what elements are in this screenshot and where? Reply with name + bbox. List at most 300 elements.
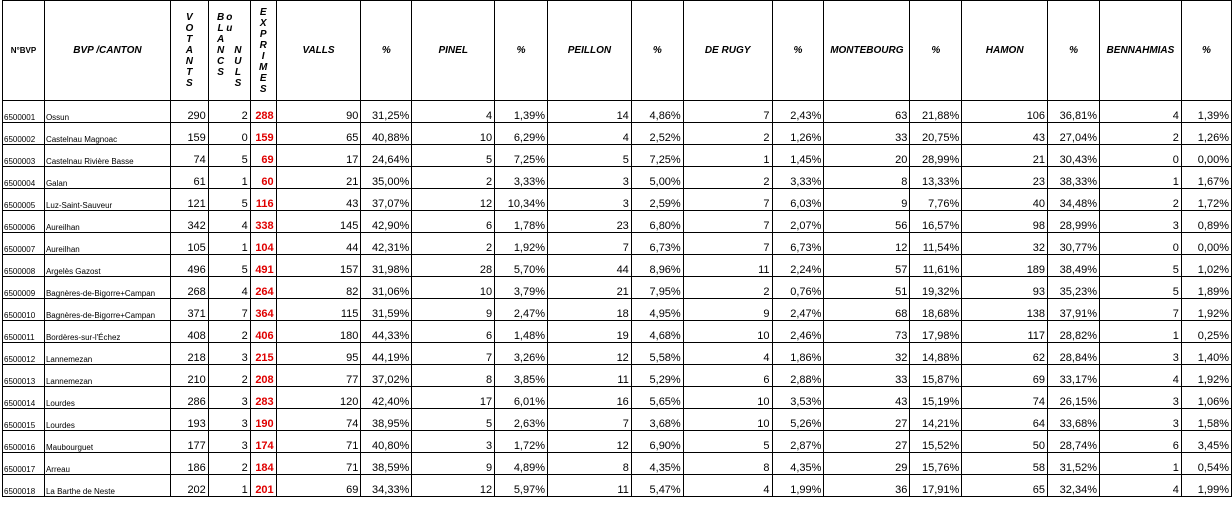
bvp-cell: 6500003 [3,145,45,167]
montebourg-cell: 33 [824,123,910,145]
header-hamon: HAMON [962,1,1048,101]
montebourg-cell: 36 [824,475,910,497]
bvp-cell: 6500017 [3,453,45,475]
header-votants-vertical [185,12,193,89]
header-letter: I [261,50,265,62]
derugy-pct-cell: 2,87% [772,431,824,453]
peillon-cell: 12 [548,343,632,365]
peillon-cell: 4 [548,123,632,145]
bvp-cell: 6500006 [3,211,45,233]
table-row [3,343,1232,365]
pinel-pct-cell: 1,92% [495,233,548,255]
canton-cell: Aureilhan [44,233,170,255]
bvp-cell: 6500007 [3,233,45,255]
valls-cell: 71 [276,453,361,475]
montebourg-pct-cell: 15,87% [910,365,962,387]
blancs-nuls-cell: 2 [208,453,250,475]
header-derugy: DE RUGY [683,1,772,101]
bennahmias-pct-cell: 1,39% [1181,101,1231,123]
valls-pct-cell: 31,98% [361,255,412,277]
votants-cell: 193 [170,409,208,431]
header-letter: E [259,72,267,84]
peillon-pct-cell: 4,86% [631,101,683,123]
bennahmias-cell: 1 [1099,321,1181,343]
bvp-cell: 6500015 [3,409,45,431]
blancs-nuls-cell: 4 [208,211,250,233]
canton-cell: Lourdes [44,387,170,409]
pinel-pct-cell: 2,47% [495,299,548,321]
peillon-pct-cell: 7,95% [631,277,683,299]
pinel-cell: 4 [412,101,495,123]
pinel-pct-cell: 5,97% [495,475,548,497]
votants-cell: 105 [170,233,208,255]
canton-cell: Argelès Gazost [44,255,170,277]
valls-pct-cell: 38,59% [361,453,412,475]
hamon-pct-cell: 27,04% [1048,123,1100,145]
pinel-cell: 7 [412,343,495,365]
valls-cell: 157 [276,255,361,277]
header-letter: N [234,45,242,56]
derugy-cell: 1 [683,145,772,167]
bvp-cell: 6500013 [3,365,45,387]
valls-cell: 180 [276,321,361,343]
valls-pct-cell: 44,19% [361,343,412,365]
peillon-pct-cell: 4,68% [631,321,683,343]
bennahmias-cell: 4 [1099,365,1181,387]
bvp-cell: 6500011 [3,321,45,343]
header-pinel-pct: % [495,1,548,101]
exprimes-cell: 338 [250,211,276,233]
pinel-pct-cell: 1,48% [495,321,548,343]
table-row [3,145,1232,167]
pinel-cell: 5 [412,145,495,167]
canton-cell: Maubourguet [44,431,170,453]
hamon-pct-cell: 37,91% [1048,299,1100,321]
votants-cell: 177 [170,431,208,453]
pinel-pct-cell: 4,89% [495,453,548,475]
pinel-cell: 2 [412,233,495,255]
header-bvp-canton: BVP /CANTON [44,1,170,101]
peillon-pct-cell: 5,47% [631,475,683,497]
hamon-pct-cell: 35,23% [1048,277,1100,299]
bennahmias-cell: 4 [1099,475,1181,497]
bennahmias-pct-cell: 1,92% [1181,299,1231,321]
hamon-pct-cell: 26,15% [1048,387,1100,409]
valls-cell: 145 [276,211,361,233]
montebourg-pct-cell: 14,21% [910,409,962,431]
pinel-cell: 10 [412,123,495,145]
votants-cell: 186 [170,453,208,475]
hamon-cell: 69 [962,365,1048,387]
derugy-pct-cell: 2,46% [772,321,824,343]
peillon-pct-cell: 8,96% [631,255,683,277]
hamon-cell: 106 [962,101,1048,123]
bennahmias-pct-cell: 0,89% [1181,211,1231,233]
canton-cell: Lannemezan [44,365,170,387]
montebourg-cell: 9 [824,189,910,211]
derugy-cell: 8 [683,453,772,475]
votants-cell: 268 [170,277,208,299]
bennahmias-pct-cell: 1,67% [1181,167,1231,189]
votants-cell: 290 [170,101,208,123]
montebourg-pct-cell: 19,32% [910,277,962,299]
peillon-cell: 44 [548,255,632,277]
derugy-pct-cell: 6,73% [772,233,824,255]
bvp-cell: 6500004 [3,167,45,189]
derugy-pct-cell: 2,47% [772,299,824,321]
pinel-cell: 12 [412,475,495,497]
blancs-nuls-cell: 4 [208,277,250,299]
header-letter: U [234,56,242,67]
blancs-nuls-cell: 5 [208,255,250,277]
header-votants [170,1,208,101]
header-letter: N [185,56,193,67]
table-row [3,189,1232,211]
table-row [3,475,1232,497]
header-hamon-pct: % [1048,1,1100,101]
hamon-cell: 138 [962,299,1048,321]
votants-cell: 74 [170,145,208,167]
valls-cell: 82 [276,277,361,299]
valls-pct-cell: 37,02% [361,365,412,387]
header-bennahmias-pct: % [1181,1,1231,101]
pinel-pct-cell: 1,72% [495,431,548,453]
blancs-nuls-cell: 3 [208,431,250,453]
blancs-nuls-cell: 1 [208,167,250,189]
bennahmias-cell: 7 [1099,299,1181,321]
results-table [2,0,1232,497]
pinel-pct-cell: 1,39% [495,101,548,123]
valls-pct-cell: 40,88% [361,123,412,145]
exprimes-cell: 283 [250,387,276,409]
header-letter: V [186,12,193,23]
montebourg-cell: 43 [824,387,910,409]
header-letter: R [259,39,267,51]
derugy-pct-cell: 2,88% [772,365,824,387]
header-ou-vertical [226,12,232,89]
table-row [3,277,1232,299]
votants-cell: 371 [170,299,208,321]
pinel-cell: 28 [412,255,495,277]
hamon-cell: 117 [962,321,1048,343]
header-letter: S [186,78,193,89]
votants-cell: 202 [170,475,208,497]
header-peillon: PEILLON [548,1,632,101]
canton-cell: Castelnau Rivière Basse [44,145,170,167]
bennahmias-pct-cell: 1,02% [1181,255,1231,277]
header-valls-pct: % [361,1,412,101]
valls-pct-cell: 31,25% [361,101,412,123]
valls-cell: 77 [276,365,361,387]
votants-cell: 121 [170,189,208,211]
blancs-nuls-cell: 1 [208,475,250,497]
montebourg-pct-cell: 17,91% [910,475,962,497]
header-exprimes [250,1,276,101]
valls-cell: 69 [276,475,361,497]
peillon-pct-cell: 7,25% [631,145,683,167]
blancs-nuls-cell: 0 [208,123,250,145]
blancs-nuls-cell: 3 [208,387,250,409]
exprimes-cell: 184 [250,453,276,475]
montebourg-cell: 56 [824,211,910,233]
peillon-cell: 23 [548,211,632,233]
header-letter: L [234,67,241,78]
hamon-pct-cell: 34,48% [1048,189,1100,211]
montebourg-pct-cell: 11,61% [910,255,962,277]
valls-cell: 74 [276,409,361,431]
pinel-pct-cell: 2,63% [495,409,548,431]
header-nuls-vertical [234,45,241,89]
pinel-pct-cell: 1,78% [495,211,548,233]
bvp-cell: 6500005 [3,189,45,211]
header-letter: C [216,56,225,67]
valls-pct-cell: 38,95% [361,409,412,431]
canton-cell: Galan [44,167,170,189]
header-row [3,1,1232,101]
header-letter: S [234,78,242,89]
canton-cell: Ossun [44,101,170,123]
header-bennahmias: BENNAHMIAS [1099,1,1181,101]
derugy-cell: 7 [683,211,772,233]
canton-cell: Lannemezan [44,343,170,365]
table-row [3,409,1232,431]
table-row [3,255,1232,277]
valls-pct-cell: 44,33% [361,321,412,343]
peillon-cell: 7 [548,233,632,255]
blancs-nuls-cell: 2 [208,101,250,123]
derugy-pct-cell: 1,26% [772,123,824,145]
bvp-cell: 6500014 [3,387,45,409]
bvp-cell: 6500018 [3,475,45,497]
valls-pct-cell: 40,80% [361,431,412,453]
hamon-pct-cell: 33,17% [1048,365,1100,387]
canton-cell: Luz-Saint-Sauveur [44,189,170,211]
valls-cell: 71 [276,431,361,453]
pinel-cell: 3 [412,431,495,453]
hamon-cell: 93 [962,277,1048,299]
table-row [3,387,1232,409]
pinel-cell: 6 [412,321,495,343]
canton-cell: La Barthe de Neste [44,475,170,497]
header-letter: B [216,12,225,23]
hamon-pct-cell: 36,81% [1048,101,1100,123]
montebourg-cell: 63 [824,101,910,123]
header-letter: X [259,17,267,29]
bennahmias-cell: 3 [1099,409,1181,431]
montebourg-pct-cell: 17,98% [910,321,962,343]
hamon-pct-cell: 33,68% [1048,409,1100,431]
montebourg-cell: 20 [824,145,910,167]
montebourg-pct-cell: 18,68% [910,299,962,321]
pinel-cell: 9 [412,453,495,475]
header-montebourg-pct: % [910,1,962,101]
table-row [3,431,1232,453]
peillon-cell: 3 [548,167,632,189]
header-letter: u [226,23,233,34]
exprimes-cell: 174 [250,431,276,453]
bennahmias-cell: 2 [1099,189,1181,211]
montebourg-pct-cell: 28,99% [910,145,962,167]
peillon-cell: 11 [548,365,632,387]
valls-pct-cell: 35,00% [361,167,412,189]
exprimes-cell: 69 [250,145,276,167]
peillon-cell: 16 [548,387,632,409]
exprimes-cell: 201 [250,475,276,497]
header-pinel: PINEL [412,1,495,101]
derugy-pct-cell: 4,35% [772,453,824,475]
bennahmias-pct-cell: 0,00% [1181,233,1231,255]
results-body [3,101,1232,497]
header-letter: T [186,34,193,45]
pinel-pct-cell: 7,25% [495,145,548,167]
montebourg-cell: 12 [824,233,910,255]
derugy-cell: 11 [683,255,772,277]
valls-cell: 21 [276,167,361,189]
pinel-pct-cell: 6,29% [495,123,548,145]
pinel-pct-cell: 6,01% [495,387,548,409]
valls-pct-cell: 31,59% [361,299,412,321]
exprimes-cell: 491 [250,255,276,277]
derugy-cell: 2 [683,167,772,189]
table-row [3,211,1232,233]
derugy-pct-cell: 5,26% [772,409,824,431]
valls-pct-cell: 42,90% [361,211,412,233]
bvp-cell: 6500009 [3,277,45,299]
montebourg-cell: 68 [824,299,910,321]
hamon-pct-cell: 38,49% [1048,255,1100,277]
derugy-pct-cell: 2,07% [772,211,824,233]
derugy-cell: 5 [683,431,772,453]
table-row [3,123,1232,145]
blancs-nuls-cell: 7 [208,299,250,321]
bennahmias-cell: 3 [1099,211,1181,233]
votants-cell: 210 [170,365,208,387]
exprimes-cell: 364 [250,299,276,321]
montebourg-pct-cell: 14,88% [910,343,962,365]
table-row [3,453,1232,475]
montebourg-pct-cell: 16,57% [910,211,962,233]
bennahmias-cell: 1 [1099,167,1181,189]
bvp-cell: 6500001 [3,101,45,123]
valls-cell: 90 [276,101,361,123]
hamon-cell: 74 [962,387,1048,409]
bennahmias-pct-cell: 1,99% [1181,475,1231,497]
valls-pct-cell: 42,31% [361,233,412,255]
hamon-pct-cell: 28,99% [1048,211,1100,233]
blancs-nuls-cell: 2 [208,365,250,387]
header-letter: N [216,45,225,56]
derugy-cell: 6 [683,365,772,387]
bennahmias-pct-cell: 1,72% [1181,189,1231,211]
peillon-pct-cell: 4,35% [631,453,683,475]
bennahmias-cell: 5 [1099,277,1181,299]
table-row [3,101,1232,123]
pinel-pct-cell: 10,34% [495,189,548,211]
header-letter: E [259,6,267,18]
peillon-pct-cell: 6,90% [631,431,683,453]
valls-pct-cell: 24,64% [361,145,412,167]
valls-cell: 65 [276,123,361,145]
bennahmias-cell: 4 [1099,101,1181,123]
montebourg-cell: 73 [824,321,910,343]
hamon-cell: 98 [962,211,1048,233]
derugy-cell: 9 [683,299,772,321]
valls-cell: 44 [276,233,361,255]
peillon-cell: 12 [548,431,632,453]
montebourg-cell: 33 [824,365,910,387]
header-letter: P [259,28,267,40]
bvp-cell: 6500010 [3,299,45,321]
pinel-cell: 2 [412,167,495,189]
bvp-cell: 6500008 [3,255,45,277]
hamon-cell: 21 [962,145,1048,167]
peillon-cell: 18 [548,299,632,321]
hamon-cell: 23 [962,167,1048,189]
hamon-pct-cell: 30,77% [1048,233,1100,255]
header-letter: A [216,34,225,45]
peillon-cell: 7 [548,409,632,431]
canton-cell: Arreau [44,453,170,475]
peillon-pct-cell: 2,59% [631,189,683,211]
hamon-pct-cell: 30,43% [1048,145,1100,167]
header-letter: A [185,45,193,56]
derugy-pct-cell: 2,24% [772,255,824,277]
hamon-cell: 58 [962,453,1048,475]
pinel-cell: 12 [412,189,495,211]
header-exprimes-vertical [259,7,267,95]
peillon-cell: 14 [548,101,632,123]
peillon-cell: 5 [548,145,632,167]
header-letter: L [217,23,224,34]
peillon-pct-cell: 3,68% [631,409,683,431]
blancs-nuls-cell: 5 [208,189,250,211]
votants-cell: 286 [170,387,208,409]
bennahmias-cell: 1 [1099,453,1181,475]
peillon-pct-cell: 5,58% [631,343,683,365]
hamon-pct-cell: 28,82% [1048,321,1100,343]
bennahmias-cell: 3 [1099,387,1181,409]
pinel-cell: 9 [412,299,495,321]
bennahmias-cell: 0 [1099,233,1181,255]
header-peillon-pct: % [631,1,683,101]
votants-cell: 61 [170,167,208,189]
peillon-pct-cell: 6,73% [631,233,683,255]
montebourg-pct-cell: 21,88% [910,101,962,123]
derugy-cell: 10 [683,387,772,409]
votants-cell: 342 [170,211,208,233]
header-valls: VALLS [276,1,361,101]
pinel-pct-cell: 3,26% [495,343,548,365]
pinel-cell: 10 [412,277,495,299]
derugy-cell: 2 [683,277,772,299]
bennahmias-pct-cell: 3,45% [1181,431,1231,453]
exprimes-cell: 215 [250,343,276,365]
votants-cell: 218 [170,343,208,365]
bennahmias-pct-cell: 1,26% [1181,123,1231,145]
exprimes-cell: 190 [250,409,276,431]
montebourg-pct-cell: 13,33% [910,167,962,189]
pinel-cell: 17 [412,387,495,409]
derugy-pct-cell: 1,45% [772,145,824,167]
bennahmias-cell: 3 [1099,343,1181,365]
table-row [3,299,1232,321]
table-row [3,233,1232,255]
table-row [3,167,1232,189]
derugy-pct-cell: 0,76% [772,277,824,299]
montebourg-pct-cell: 11,54% [910,233,962,255]
peillon-pct-cell: 5,65% [631,387,683,409]
bennahmias-pct-cell: 1,89% [1181,277,1231,299]
